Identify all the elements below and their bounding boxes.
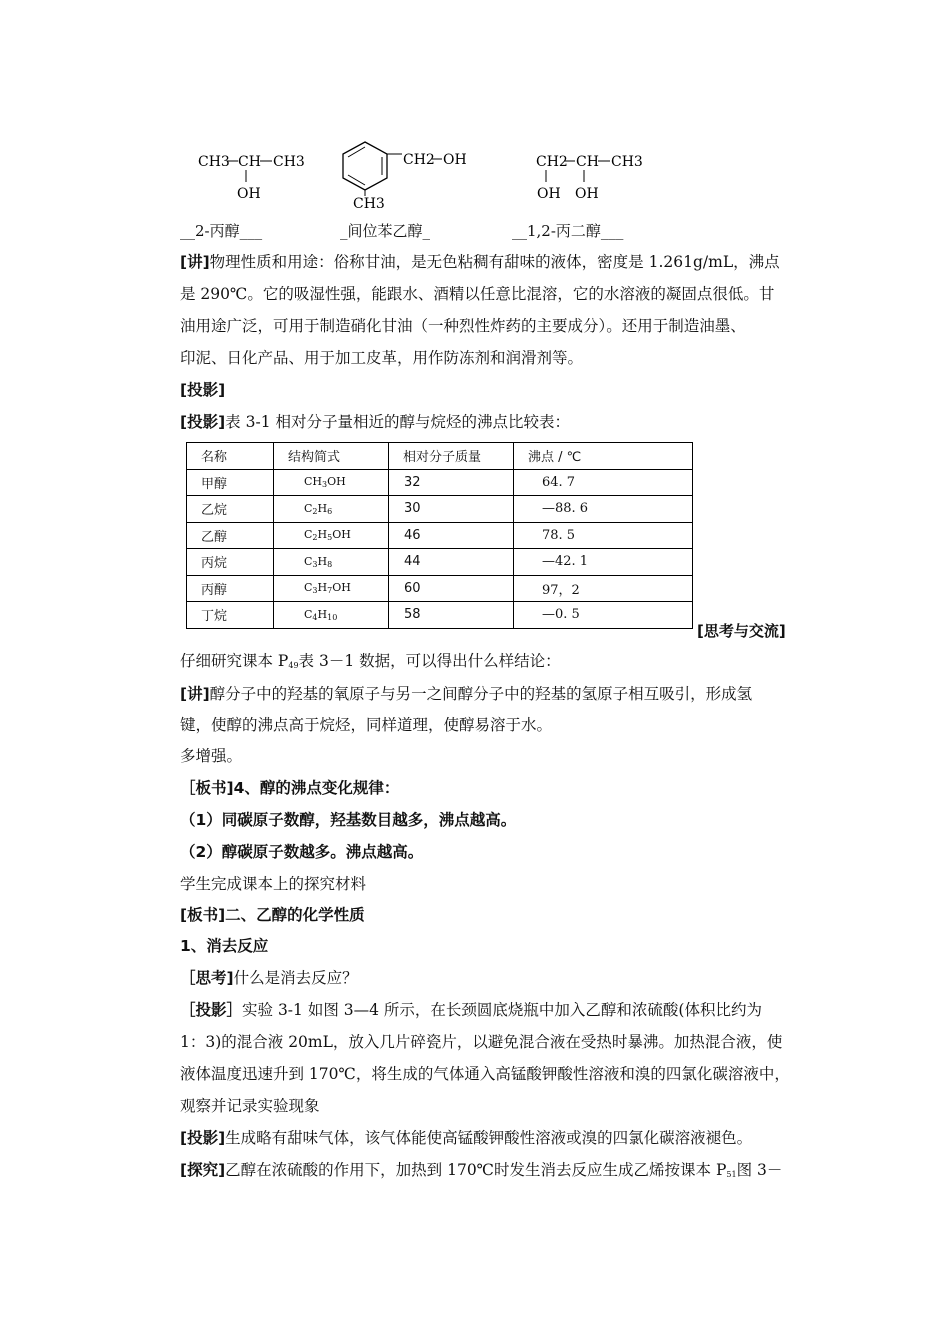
proj4-line: [投影]生成略有甜味气体，该气体能使高锰酸钾酸性溶液或溴的四氯化碳溶液褪色。 — [180, 1129, 753, 1147]
cell-name: 乙烷 — [187, 496, 274, 523]
header-mw: 相对分子质量 — [389, 443, 514, 470]
lecture-tag: [讲] — [180, 253, 210, 271]
board-line-1: ［板书]4、醇的沸点变化规律： — [180, 779, 400, 797]
mol3-name: __1,2-丙二醇___ — [512, 222, 624, 240]
para1-line1 — [180, 252, 780, 272]
proj3-line2: 1：3)的混合液 20mL，放入几片碎瓷片，以避免混合液在受热时暴沸。加热混合液，使 — [180, 1033, 783, 1051]
mol1-ch3-right: CH3 — [273, 154, 305, 170]
cell-name: 丙醇 — [187, 575, 274, 602]
projection-tag-1: [投影] — [180, 381, 226, 399]
rule-1: （1）同碳原子数醇，羟基数目越多，沸点越高。 — [180, 811, 517, 829]
para1-text1: 物理性质和用途：俗称甘油，是无色粘稠有甜味的液体，密度是 1.261g/mL，沸点 — [209, 253, 780, 271]
proj3-line4: 观察并记录实验现象 — [180, 1097, 320, 1115]
header-bp: 沸点 / ℃ — [514, 443, 693, 470]
table-row — [187, 469, 693, 496]
table-header-row — [187, 443, 693, 470]
mol3-ch3: CH3 — [611, 154, 643, 170]
think-question: ［思考]什么是消去反应？ — [180, 969, 358, 987]
table-row — [187, 522, 693, 549]
projection-tag-2: [投影] — [180, 413, 226, 431]
mol1-name: __2-丙醇___ — [180, 222, 263, 240]
cell-bp: 97，2 — [514, 575, 693, 602]
structure-1-2-propanediol — [536, 154, 643, 202]
cell-bp: —0. 5 — [514, 602, 693, 629]
header-name: 名称 — [187, 443, 274, 470]
mol2-oh: OH — [443, 152, 467, 168]
cell-formula: $CH_3OH$ — [274, 469, 389, 496]
mol2-ch3: CH3 — [353, 196, 385, 210]
table-row — [187, 602, 693, 629]
para2-line2: 键，使醇的沸点高于烷烃，同样道理，使醇易溶于水。 — [180, 716, 553, 734]
mol3-oh2: OH — [575, 186, 599, 202]
section-heading: 1、消去反应 — [180, 937, 269, 955]
students-line: 学生完成课本上的探究材料 — [180, 875, 367, 893]
boiling-point-table — [186, 442, 693, 629]
para2-line1: [讲]醇分子中的羟基的氧原子与另一之间醇分子中的羟基的氢原子相互吸引，形成氢 — [180, 685, 753, 703]
cell-mw: 44 — [389, 549, 514, 576]
cell-formula: $C_2H_5OH$ — [274, 522, 389, 549]
mol1-ch3-left: CH3 — [198, 154, 230, 170]
cell-formula: $C_2H_6$ — [274, 496, 389, 523]
explore-line: [探究]乙醇在浓硫酸的作用下，加热到 170℃时发生消去反应生成乙烯按课本 $P_{51}$图 3－ — [180, 1161, 783, 1179]
structure-2-propanol — [198, 154, 305, 202]
para1-line2: 是 290℃。它的吸湿性强，能跟水、酒精以任意比混溶，它的水溶液的凝固点很低。甘 — [180, 285, 775, 303]
lecture-tag-2: [讲] — [180, 685, 210, 703]
mol1-oh: OH — [237, 186, 261, 202]
mol3-oh1: OH — [537, 186, 561, 202]
cell-name: 丙烷 — [187, 549, 274, 576]
cell-mw: 58 — [389, 602, 514, 629]
rule-2: （2）醇碳原子数越多。沸点越高。 — [180, 843, 424, 861]
cell-formula: $C_3H_8$ — [274, 549, 389, 576]
structure-benzyl-alcohol — [343, 142, 467, 210]
para1-line3: 油用途广泛，可用于制造硝化甘油（一种烈性炸药的主要成分）。还用于制造油墨、 — [180, 317, 746, 335]
table-row — [187, 496, 693, 523]
proj3-line1: ［投影］实验 3-1 如图 3—4 所示，在长颈圆底烧瓶中加入乙醇和浓硫酸(体积比约为 — [180, 1001, 762, 1019]
para2-line3: 多增强。 — [180, 747, 243, 765]
para1-line4: 印泥、日化产品、用于加工皮革，用作防冻剂和润滑剂等。 — [180, 349, 584, 367]
mol3-ch2: CH2 — [536, 154, 568, 170]
header-formula: 结构简式 — [274, 443, 389, 470]
cell-mw: 46 — [389, 522, 514, 549]
projection-caption — [180, 412, 570, 432]
mol3-ch: CH — [576, 154, 599, 170]
cell-mw: 32 — [389, 469, 514, 496]
table-row — [187, 575, 693, 602]
table-caption: 表 3-1 相对分子量相近的醇与烷烃的沸点比较表： — [225, 413, 570, 431]
mol2-ch2: CH2 — [403, 152, 435, 168]
cell-name: 丁烷 — [187, 602, 274, 629]
study-line: 仔细研究课本 $P_{49}$表 3－1 数据，可以得出什么样结论： — [180, 652, 561, 670]
table-row — [187, 549, 693, 576]
cell-formula: $C_3H_7OH$ — [274, 575, 389, 602]
cell-mw: 60 — [389, 575, 514, 602]
cell-formula: $C_4H_{10}$ — [274, 602, 389, 629]
cell-bp: —88. 6 — [514, 496, 693, 523]
cell-mw: 30 — [389, 496, 514, 523]
cell-bp: 78. 5 — [514, 522, 693, 549]
mol2-name: _间位苯乙醇_ — [340, 222, 431, 240]
cell-bp: —42. 1 — [514, 549, 693, 576]
cell-name: 甲醇 — [187, 469, 274, 496]
cell-bp: 64. 7 — [514, 469, 693, 496]
structures-figure — [180, 138, 650, 210]
think-exchange-tag: [思考与交流] — [697, 622, 786, 640]
board-line-2: [板书]二、乙醇的化学性质 — [180, 906, 365, 924]
mol1-ch: CH — [238, 154, 261, 170]
proj3-line3: 液体温度迅速升到 170℃，将生成的气体通入高锰酸钾酸性溶液和溴的四氯化碳溶液中， — [180, 1065, 790, 1083]
cell-name: 乙醇 — [187, 522, 274, 549]
